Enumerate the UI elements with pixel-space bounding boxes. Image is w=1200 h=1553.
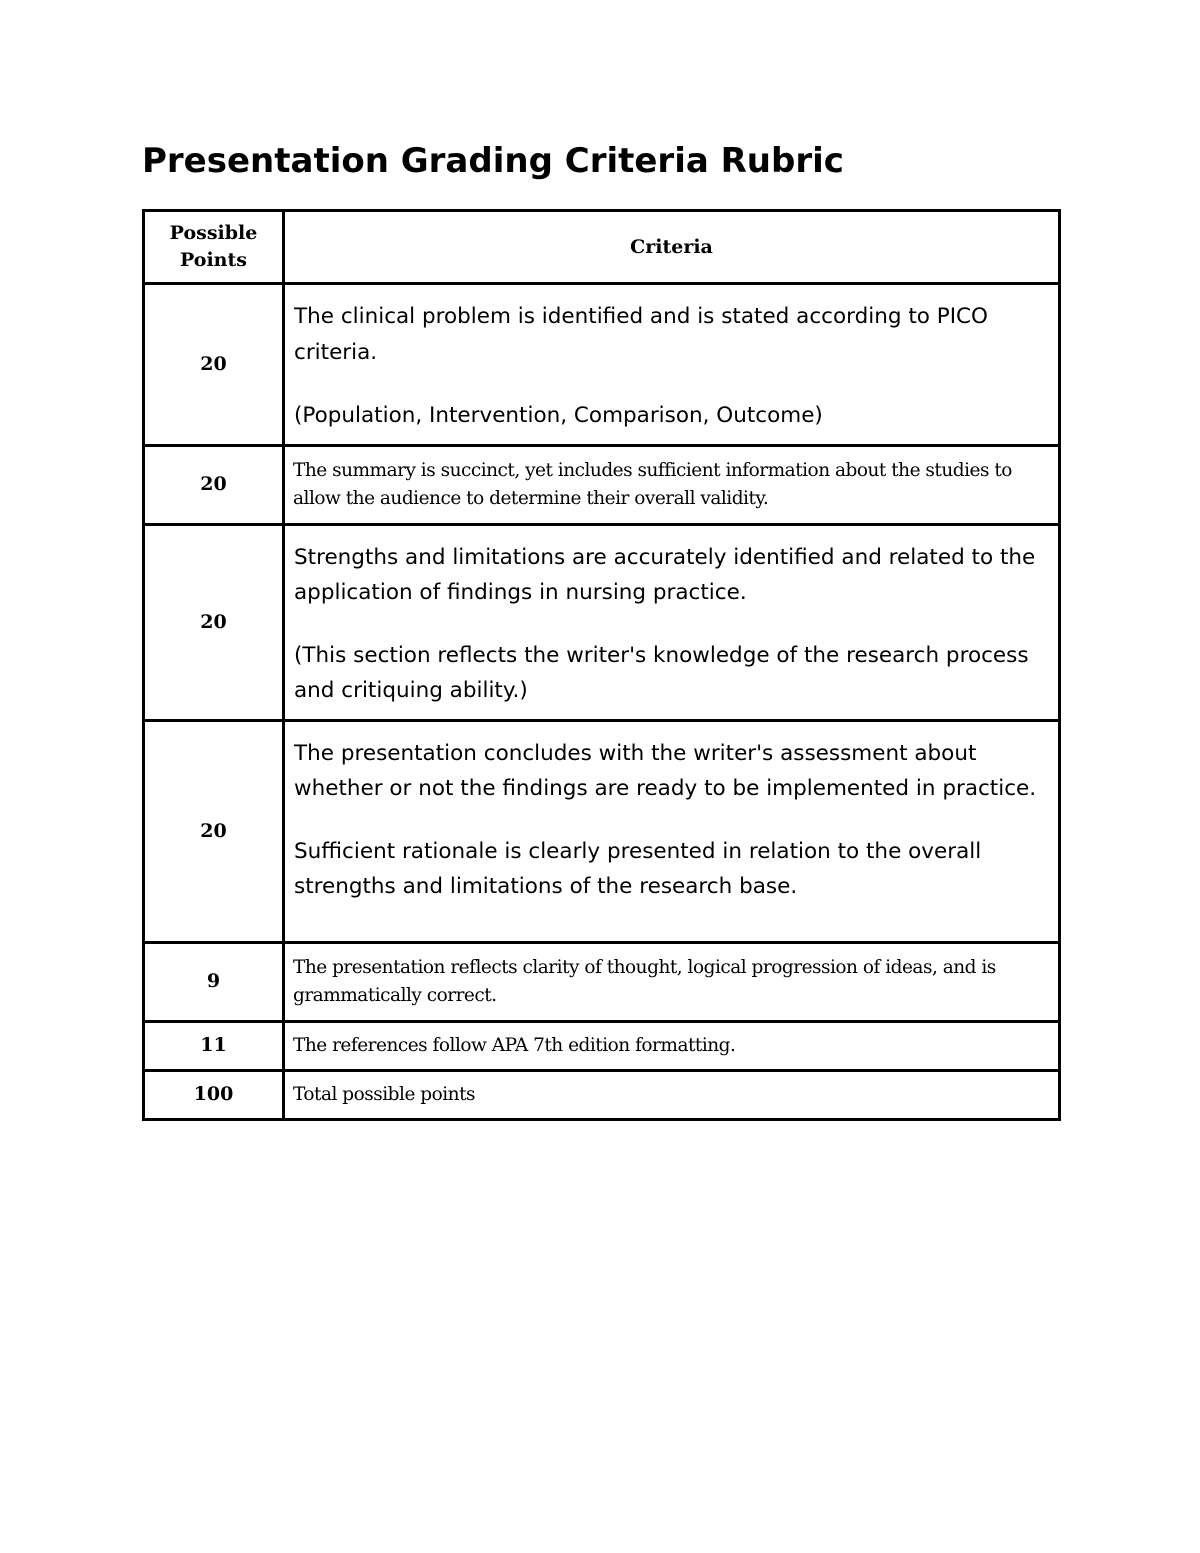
total-points-cell: 100 [144, 1070, 284, 1119]
criteria-cell [284, 445, 1060, 524]
points-cell: 11 [144, 1021, 284, 1070]
points-cell: 20 [144, 284, 284, 446]
points-cell: 20 [144, 524, 284, 720]
criteria-cell [284, 524, 1060, 720]
criteria-cell [284, 1021, 1060, 1070]
table-row [144, 1021, 1060, 1070]
criteria-text: Total possible points [293, 1083, 476, 1105]
points-cell: 20 [144, 720, 284, 942]
table-row [144, 942, 1060, 1021]
table-row [144, 445, 1060, 524]
total-label-cell [284, 1070, 1060, 1119]
criteria-text: Sufficient rationale is clearly presented in relation to the overall strengths and limitations of the research base. [294, 838, 982, 899]
header-criteria [284, 211, 1060, 284]
table-header-row [144, 211, 1060, 284]
criteria-text: The clinical problem is identified and is stated according to PICO criteria. [294, 304, 988, 365]
criteria-text: The references follow APA 7th edition formatting. [293, 1034, 736, 1056]
rubric-table [142, 209, 1061, 1121]
header-possible-points-label: Possible Points [169, 222, 258, 271]
table-row [144, 524, 1060, 720]
table-row-total [144, 1070, 1060, 1119]
points-cell: 20 [144, 445, 284, 524]
criteria-text: Strengths and limitations are accurately identified and related to the application of findings in nursing practice. [294, 544, 1036, 605]
criteria-cell [284, 284, 1060, 446]
criteria-text: The summary is succinct, yet includes sufficient information about the studies to allow the audience to determine their overall validity. [293, 459, 1012, 509]
header-possible-points [144, 211, 284, 284]
criteria-cell [284, 720, 1060, 942]
criteria-cell [284, 942, 1060, 1021]
header-criteria-label: Criteria [630, 235, 713, 258]
table-row [144, 284, 1060, 446]
criteria-text: (This section reflects the writer's knowledge of the research process and critiquing ability.) [294, 642, 1029, 703]
points-cell: 9 [144, 942, 284, 1021]
table-row [144, 720, 1060, 942]
page-title: Presentation Grading Criteria Rubric [142, 141, 844, 181]
criteria-text: (Population, Intervention, Comparison, Outcome) [294, 403, 823, 428]
criteria-text: The presentation concludes with the writer's assessment about whether or not the findings are ready to be implemented in practice. [294, 740, 1037, 801]
criteria-text: The presentation reflects clarity of thought, logical progression of ideas, and is grammatically correct. [293, 956, 996, 1006]
